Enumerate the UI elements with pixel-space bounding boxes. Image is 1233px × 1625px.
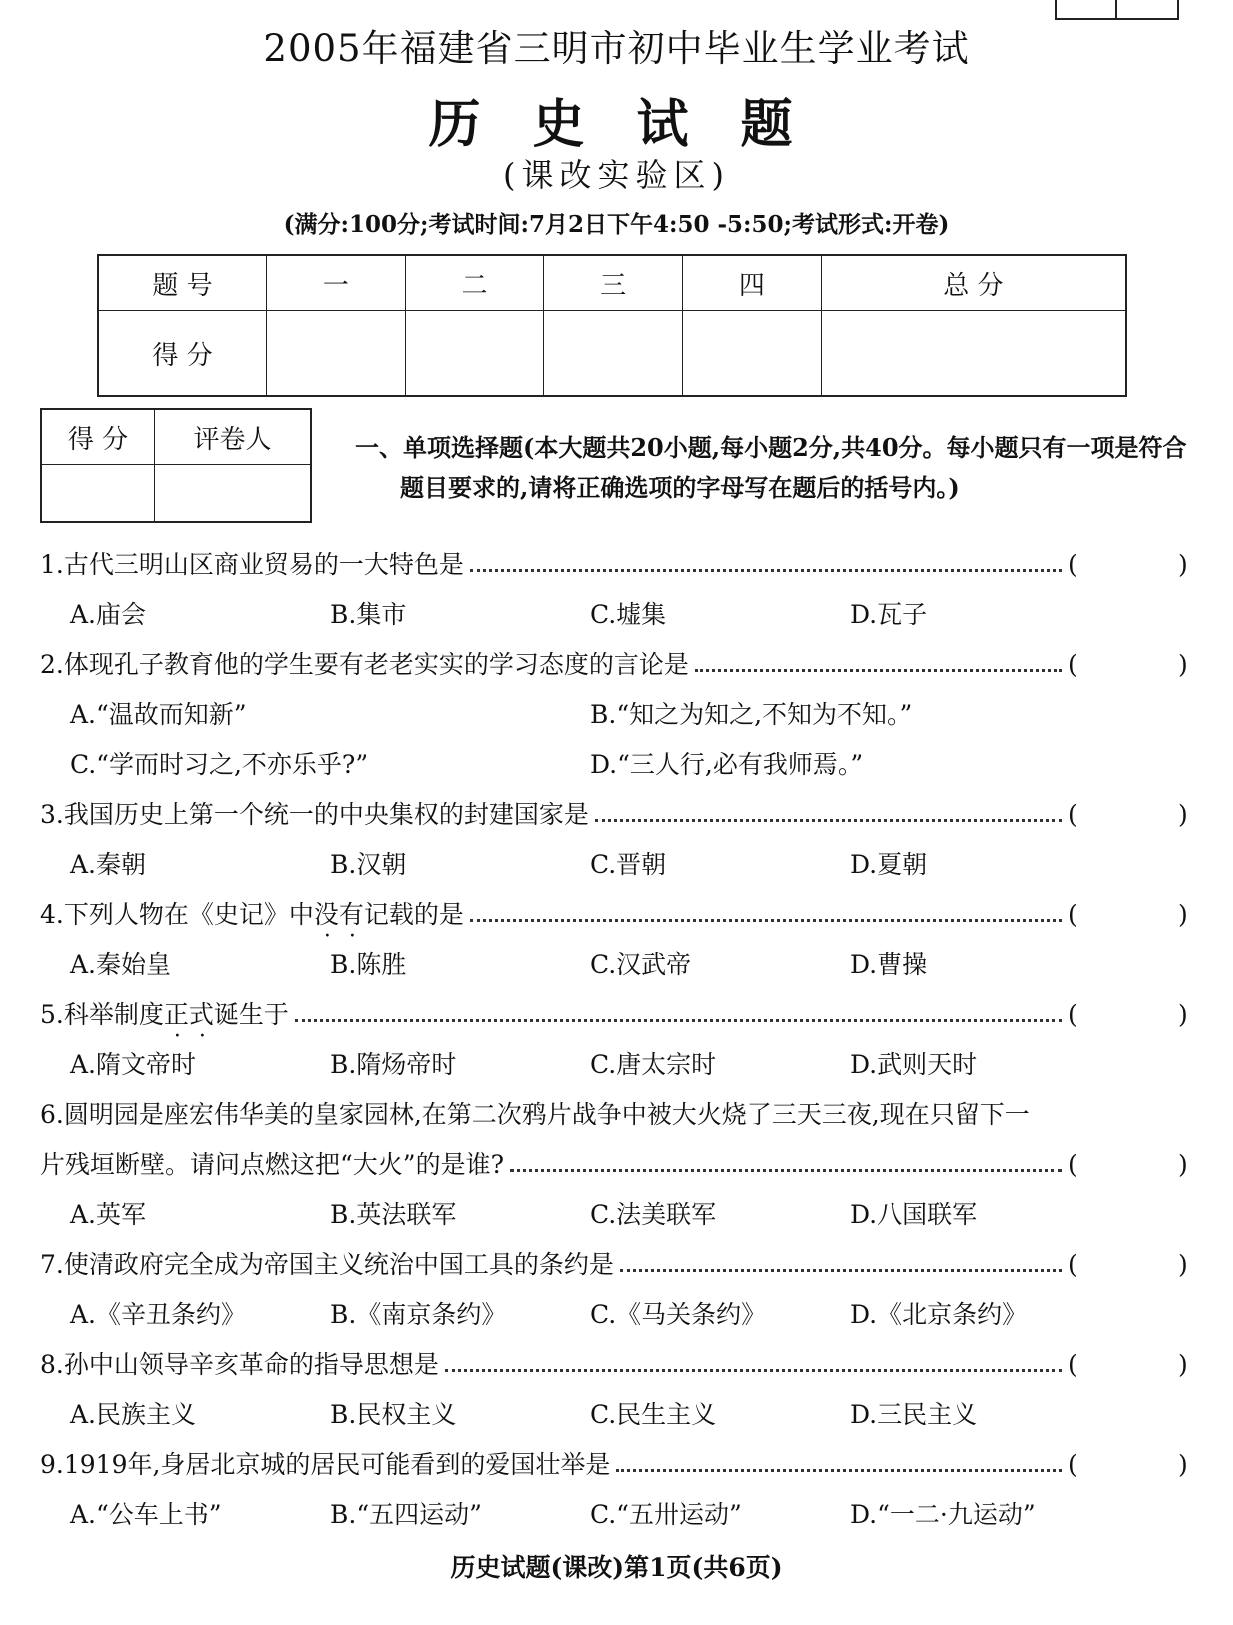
- option-d: D.夏朝: [850, 850, 928, 879]
- option-c: C.晋朝: [590, 850, 667, 879]
- leader-dots: [470, 545, 1062, 572]
- page-footer: 历史试题(课改)第1页(共6页): [450, 1553, 783, 1582]
- leader-dots: [595, 795, 1062, 822]
- question-4: [40, 895, 1190, 945]
- stem-part: 记载的是: [363, 900, 464, 929]
- option-d: D.《北京条约》: [850, 1300, 1028, 1329]
- answer-paren-close: ): [1178, 900, 1188, 929]
- option-b: B.“五四运动”: [330, 1500, 482, 1529]
- emphasis-char: 式: [188, 1000, 214, 1029]
- leader-dots: [510, 1145, 1062, 1172]
- score-cell[interactable]: [683, 311, 822, 397]
- answer-paren-open: (: [1068, 550, 1078, 579]
- answer-paren-open: (: [1068, 1000, 1078, 1029]
- answer-paren-open: (: [1068, 800, 1078, 829]
- question-4-options: [40, 945, 1190, 995]
- question-stem: 1.古代三明山区商业贸易的一大特色是: [40, 550, 464, 579]
- question-stem: 7.使清政府完全成为帝国主义统治中国工具的条约是: [40, 1250, 614, 1279]
- grader-score-cell[interactable]: [41, 465, 155, 523]
- answer-paren-open: (: [1068, 900, 1078, 929]
- answer-paren-close: ): [1178, 1150, 1188, 1179]
- question-stem: 9.1919年,身居北京城的居民可能看到的爱国壮举是: [40, 1450, 611, 1479]
- score-cell[interactable]: [821, 311, 1126, 397]
- answer-paren-open: (: [1068, 1250, 1078, 1279]
- question-3: [40, 795, 1190, 845]
- score-cell[interactable]: [544, 311, 683, 397]
- score-cell[interactable]: [405, 311, 544, 397]
- stem-part: 5.科举制度: [40, 1000, 164, 1029]
- option-a: A.“公车上书”: [70, 1500, 222, 1529]
- option-a: A.《辛丑条约》: [70, 1300, 247, 1329]
- leader-dots: [616, 1445, 1062, 1472]
- question-2: [40, 645, 1190, 695]
- question-stem: 3.我国历史上第一个统一的中央集权的封建国家是: [40, 800, 589, 829]
- option-b: B.集市: [330, 600, 407, 629]
- option-c: C.“学而时习之,不亦乐乎?”: [70, 750, 369, 779]
- grader-score-label: 得 分: [41, 409, 155, 465]
- option-d: D.曹操: [850, 950, 928, 979]
- stem-part: 4.下列人物在《史记》中: [40, 900, 314, 929]
- option-c: C.民生主义: [590, 1400, 717, 1429]
- leader-dots: [445, 1345, 1062, 1372]
- question-5-options: [40, 1045, 1190, 1095]
- leader-dots: [470, 895, 1062, 922]
- question-3-options: [40, 845, 1190, 895]
- leader-dots: [295, 995, 1062, 1022]
- question-stem: [40, 895, 464, 935]
- score-col-total: 总 分: [821, 255, 1126, 311]
- section-1-heading: [355, 428, 1195, 508]
- emphasis-char: 正: [163, 1000, 189, 1029]
- answer-paren-close: ): [1178, 1250, 1188, 1279]
- question-9-options: [40, 1495, 1190, 1545]
- stem-part: 诞生于: [213, 1000, 289, 1029]
- option-d: D.瓦子: [850, 600, 928, 629]
- score-col-2: 二: [405, 255, 544, 311]
- option-a: A.隋文帝时: [70, 1050, 197, 1079]
- corner-seat-box: [1055, 0, 1179, 20]
- score-row-label: 得 分: [98, 311, 267, 397]
- option-c: C.法美联军: [590, 1200, 717, 1229]
- edition-label: (课改实验区): [503, 156, 730, 194]
- score-table: [97, 254, 1127, 397]
- answer-paren-close: ): [1178, 800, 1188, 829]
- option-c: C.唐太宗时: [590, 1050, 717, 1079]
- option-b: B.《南京条约》: [330, 1300, 507, 1329]
- question-stem: [40, 995, 289, 1035]
- question-6: [40, 1145, 1190, 1195]
- question-2-options-row2: [40, 745, 1190, 795]
- exam-info: (满分:100分;考试时间:7月2日下午4:50 -5:50;考试形式:开卷): [283, 211, 950, 238]
- question-1: [40, 545, 1190, 595]
- answer-paren-close: ): [1178, 650, 1188, 679]
- option-c: C.汉武帝: [590, 950, 692, 979]
- question-5: [40, 995, 1190, 1045]
- option-b: B.英法联军: [330, 1200, 457, 1229]
- option-a: A.民族主义: [70, 1400, 197, 1429]
- question-6-line1: [40, 1095, 1190, 1145]
- question-stem-cont: 片残垣断壁。请问点燃这把“大火”的是谁?: [40, 1150, 504, 1179]
- score-col-3: 三: [544, 255, 683, 311]
- question-8-options: [40, 1395, 1190, 1445]
- option-a: A.英军: [70, 1200, 147, 1229]
- question-list: [40, 545, 1190, 1545]
- option-c: C.墟集: [590, 600, 667, 629]
- answer-paren-close: ): [1178, 550, 1188, 579]
- question-8: [40, 1345, 1190, 1395]
- question-2-options-row1: [40, 695, 1190, 745]
- option-a: A.庙会: [70, 600, 147, 629]
- answer-paren-close: ): [1178, 1000, 1188, 1029]
- question-stem: 6.圆明园是座宏伟华美的皇家园林,在第二次鸦片战争中被大火烧了三天三夜,现在只留下一: [40, 1100, 1030, 1129]
- answer-paren-open: (: [1068, 1350, 1078, 1379]
- score-table-header-label: 题 号: [98, 255, 267, 311]
- emphasis-char: 没: [313, 900, 339, 929]
- option-b: B.隋炀帝时: [330, 1050, 457, 1079]
- answer-paren-close: ): [1178, 1450, 1188, 1479]
- option-b: B.陈胜: [330, 950, 407, 979]
- question-1-options: [40, 595, 1190, 645]
- option-a: A.秦朝: [70, 850, 147, 879]
- question-7: [40, 1245, 1190, 1295]
- subject-title: 历史试题: [428, 94, 845, 155]
- emphasis-char: 有: [338, 900, 364, 929]
- score-cell[interactable]: [267, 311, 406, 397]
- option-d: D.“三人行,必有我师焉。”: [590, 750, 864, 779]
- leader-dots: [695, 645, 1062, 672]
- option-d: D.八国联军: [850, 1200, 978, 1229]
- option-b: B.民权主义: [330, 1400, 457, 1429]
- answer-paren-open: (: [1068, 1450, 1078, 1479]
- option-b: B.“知之为知之,不知为不知。”: [590, 700, 913, 729]
- grader-name-cell[interactable]: [155, 465, 312, 523]
- option-c: C.“五卅运动”: [590, 1500, 742, 1529]
- question-stem: 2.体现孔子教育他的学生要有老老实实的学习态度的言论是: [40, 650, 689, 679]
- score-col-4: 四: [683, 255, 822, 311]
- option-d: D.“一二·九运动”: [850, 1500, 1036, 1529]
- section-1-text: 一、单项选择题(本大题共20小题,每小题2分,共40分。每小题只有一项是符合题目要求的,请将正确选项的字母写在题后的括号内。): [355, 433, 1187, 502]
- leader-dots: [620, 1245, 1062, 1272]
- question-stem: 8.孙中山领导辛亥革命的指导思想是: [40, 1350, 439, 1379]
- exam-title: 2005年福建省三明市初中毕业生学业考试: [263, 27, 970, 70]
- option-a: A.“温故而知新”: [70, 700, 247, 729]
- answer-paren-open: (: [1068, 650, 1078, 679]
- option-b: B.汉朝: [330, 850, 407, 879]
- question-9: [40, 1445, 1190, 1495]
- answer-paren-open: (: [1068, 1150, 1078, 1179]
- option-d: D.武则天时: [850, 1050, 978, 1079]
- option-d: D.三民主义: [850, 1400, 978, 1429]
- option-c: C.《马关条约》: [590, 1300, 767, 1329]
- score-col-1: 一: [267, 255, 406, 311]
- question-6-options: [40, 1195, 1190, 1245]
- answer-paren-close: ): [1178, 1350, 1188, 1379]
- question-7-options: [40, 1295, 1190, 1345]
- option-a: A.秦始皇: [70, 950, 172, 979]
- grader-table: [40, 408, 312, 523]
- grader-name-label: 评卷人: [155, 409, 312, 465]
